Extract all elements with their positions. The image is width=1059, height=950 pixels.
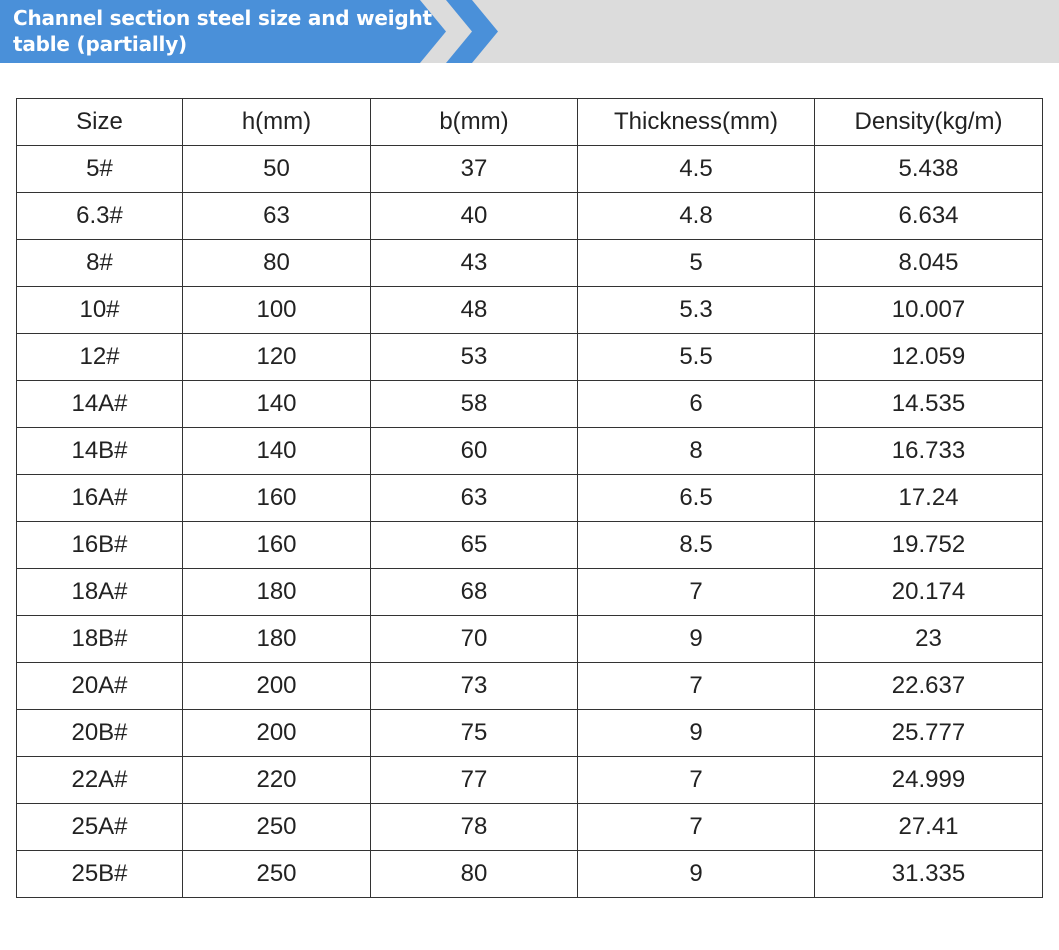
- cell-size: 12#: [17, 334, 183, 381]
- cell-size: 14A#: [17, 381, 183, 428]
- title-banner: [0, 0, 1059, 63]
- cell-size: 16A#: [17, 475, 183, 522]
- cell-density: 23: [815, 616, 1043, 663]
- cell-density: 8.045: [815, 240, 1043, 287]
- cell-size: 20A#: [17, 663, 183, 710]
- cell-thickness: 7: [578, 663, 815, 710]
- channel-steel-table: [16, 98, 1043, 898]
- cell-size: 18B#: [17, 616, 183, 663]
- cell-h: 180: [183, 616, 371, 663]
- table-row: [17, 146, 1043, 193]
- cell-h: 200: [183, 710, 371, 757]
- table-row: [17, 851, 1043, 898]
- cell-size: 25B#: [17, 851, 183, 898]
- table-row: [17, 381, 1043, 428]
- cell-b: 58: [371, 381, 578, 428]
- cell-density: 22.637: [815, 663, 1043, 710]
- cell-density: 5.438: [815, 146, 1043, 193]
- cell-b: 75: [371, 710, 578, 757]
- cell-b: 48: [371, 287, 578, 334]
- header-thickness: Thickness(mm): [578, 99, 815, 146]
- cell-density: 24.999: [815, 757, 1043, 804]
- cell-h: 160: [183, 475, 371, 522]
- table-row: [17, 475, 1043, 522]
- table-row: [17, 616, 1043, 663]
- cell-density: 10.007: [815, 287, 1043, 334]
- cell-b: 70: [371, 616, 578, 663]
- cell-thickness: 4.8: [578, 193, 815, 240]
- cell-size: 8#: [17, 240, 183, 287]
- cell-size: 20B#: [17, 710, 183, 757]
- cell-thickness: 8.5: [578, 522, 815, 569]
- cell-h: 200: [183, 663, 371, 710]
- cell-h: 250: [183, 804, 371, 851]
- chevron-right-icon: [446, 0, 498, 63]
- page-title: Channel section steel size and weight table (partially): [13, 6, 432, 56]
- cell-thickness: 7: [578, 757, 815, 804]
- cell-b: 40: [371, 193, 578, 240]
- cell-size: 22A#: [17, 757, 183, 804]
- cell-thickness: 7: [578, 804, 815, 851]
- table-row: [17, 569, 1043, 616]
- cell-density: 17.24: [815, 475, 1043, 522]
- cell-size: 18A#: [17, 569, 183, 616]
- table-row: [17, 428, 1043, 475]
- cell-density: 14.535: [815, 381, 1043, 428]
- cell-h: 140: [183, 381, 371, 428]
- cell-h: 120: [183, 334, 371, 381]
- cell-size: 16B#: [17, 522, 183, 569]
- table-row: [17, 663, 1043, 710]
- cell-size: 5#: [17, 146, 183, 193]
- cell-b: 53: [371, 334, 578, 381]
- cell-b: 80: [371, 851, 578, 898]
- header-size: Size: [17, 99, 183, 146]
- table-row: [17, 804, 1043, 851]
- table-row: [17, 193, 1043, 240]
- header-density: Density(kg/m): [815, 99, 1043, 146]
- cell-density: 27.41: [815, 804, 1043, 851]
- cell-density: 20.174: [815, 569, 1043, 616]
- cell-h: 160: [183, 522, 371, 569]
- cell-thickness: 7: [578, 569, 815, 616]
- cell-b: 37: [371, 146, 578, 193]
- cell-b: 77: [371, 757, 578, 804]
- cell-h: 63: [183, 193, 371, 240]
- table-row: [17, 240, 1043, 287]
- cell-b: 73: [371, 663, 578, 710]
- cell-thickness: 9: [578, 616, 815, 663]
- table-row: [17, 334, 1043, 381]
- cell-h: 140: [183, 428, 371, 475]
- cell-b: 65: [371, 522, 578, 569]
- cell-thickness: 8: [578, 428, 815, 475]
- cell-density: 6.634: [815, 193, 1043, 240]
- cell-thickness: 9: [578, 851, 815, 898]
- cell-h: 220: [183, 757, 371, 804]
- cell-b: 78: [371, 804, 578, 851]
- table-row: [17, 757, 1043, 804]
- header-b: b(mm): [371, 99, 578, 146]
- table-row: [17, 287, 1043, 334]
- cell-size: 14B#: [17, 428, 183, 475]
- cell-b: 68: [371, 569, 578, 616]
- cell-thickness: 5.3: [578, 287, 815, 334]
- cell-thickness: 5.5: [578, 334, 815, 381]
- cell-h: 80: [183, 240, 371, 287]
- cell-b: 60: [371, 428, 578, 475]
- cell-size: 6.3#: [17, 193, 183, 240]
- cell-density: 25.777: [815, 710, 1043, 757]
- cell-h: 100: [183, 287, 371, 334]
- cell-density: 12.059: [815, 334, 1043, 381]
- cell-b: 63: [371, 475, 578, 522]
- cell-b: 43: [371, 240, 578, 287]
- cell-h: 250: [183, 851, 371, 898]
- cell-thickness: 4.5: [578, 146, 815, 193]
- cell-density: 19.752: [815, 522, 1043, 569]
- header-h: h(mm): [183, 99, 371, 146]
- table-row: [17, 710, 1043, 757]
- cell-size: 10#: [17, 287, 183, 334]
- cell-thickness: 6.5: [578, 475, 815, 522]
- cell-density: 16.733: [815, 428, 1043, 475]
- cell-size: 25A#: [17, 804, 183, 851]
- cell-thickness: 9: [578, 710, 815, 757]
- cell-h: 50: [183, 146, 371, 193]
- cell-thickness: 5: [578, 240, 815, 287]
- table-row: [17, 522, 1043, 569]
- cell-density: 31.335: [815, 851, 1043, 898]
- cell-thickness: 6: [578, 381, 815, 428]
- table-header-row: [17, 99, 1043, 146]
- cell-h: 180: [183, 569, 371, 616]
